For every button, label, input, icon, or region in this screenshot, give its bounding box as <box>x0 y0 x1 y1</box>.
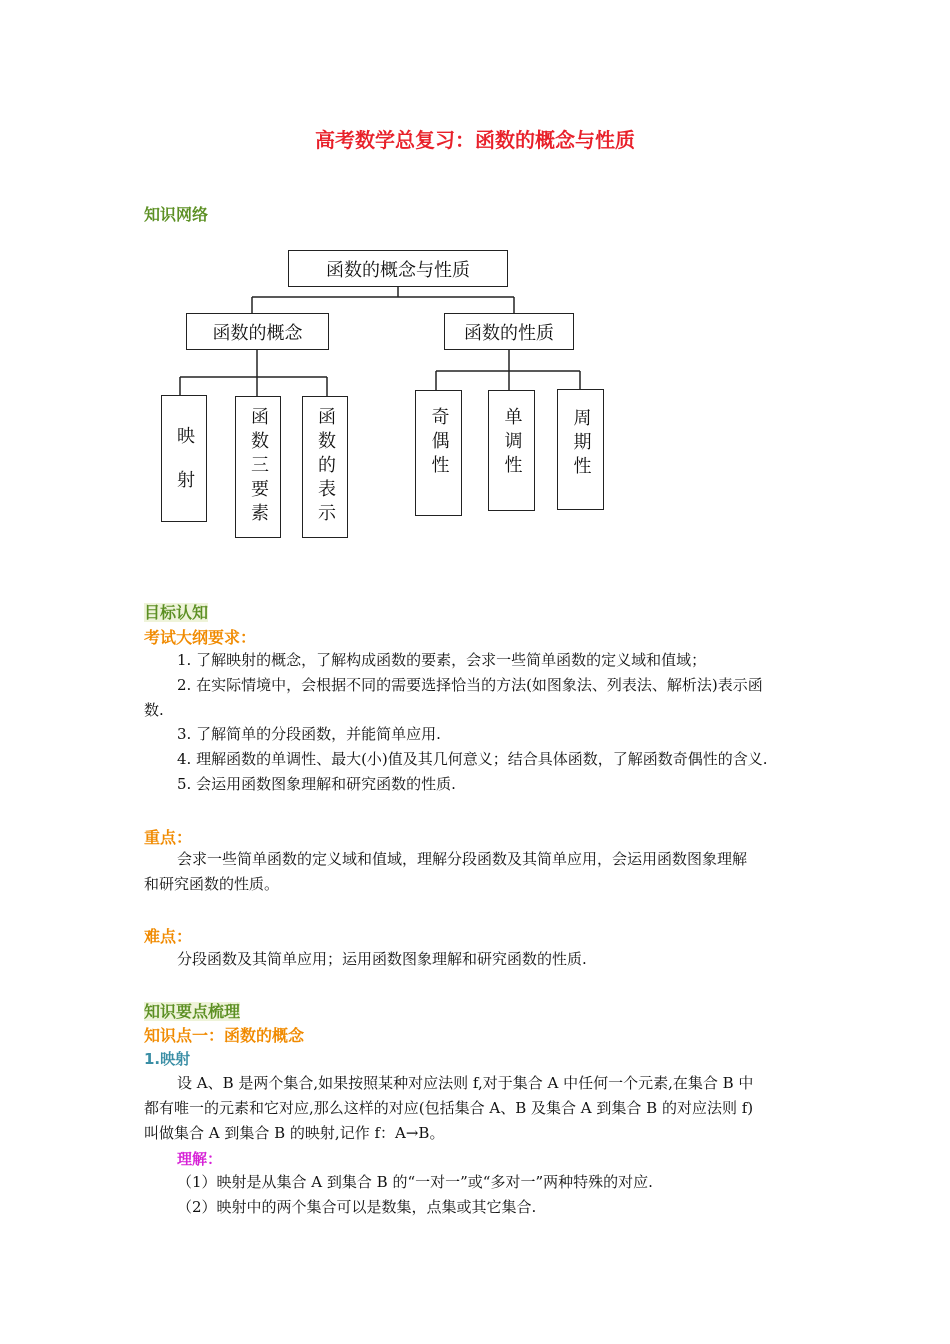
outline-item: 4. 理解函数的单调性、最大(小)值及其几何意义；结合具体函数，了解函数奇偶性的含义. <box>177 750 768 768</box>
diagram-root-box: 函数的概念与性质 <box>288 250 508 287</box>
key-text: 会求一些简单函数的定义域和值域，理解分段函数及其简单应用，会运用函数图象理解 <box>177 850 748 868</box>
diagram-concept-box: 函数的概念 <box>186 313 329 350</box>
outline-item: 1. 了解映射的概念，了解构成函数的要素，会求一些简单函数的定义域和值域； <box>177 651 707 669</box>
subsection-mapping: 1.映射 <box>144 1050 191 1068</box>
mapping-text: 设 A、B 是两个集合,如果按照某种对应法则 f,对于集合 A 中任何一个元素,在集合 B 中 <box>177 1074 754 1092</box>
page-title: 高考数学总复习：函数的概念与性质 <box>315 128 635 152</box>
outline-item-continued: 数. <box>144 701 164 719</box>
section-knowledge-points: 知识要点梳理 <box>144 1002 241 1021</box>
outline-item: 5. 会运用函数图象理解和研究函数的性质. <box>177 775 456 793</box>
understand-item: （2）映射中的两个集合可以是数集，点集或其它集合. <box>177 1198 537 1216</box>
concept-diagram <box>0 0 950 560</box>
understand-item: （1）映射是从集合 A 到集合 B 的“一对一”或“多对一”两种特殊的对应. <box>177 1173 653 1191</box>
diagram-leaf-mapping: 映射 <box>161 395 207 522</box>
section-key-points: 重点： <box>144 828 193 847</box>
section-knowledge-network: 知识网络 <box>144 205 209 224</box>
diagram-leaf-monotonicity: 单调性 <box>488 390 535 511</box>
diagram-property-box: 函数的性质 <box>444 313 574 350</box>
diagram-leaf-parity: 奇偶性 <box>415 390 462 516</box>
diagram-leaf-periodicity: 周期性 <box>557 389 604 510</box>
section-goal: 目标认知 <box>144 603 209 622</box>
diagram-leaf-three-elements: 函数三要素 <box>235 396 281 538</box>
outline-item: 3. 了解简单的分段函数，并能简单应用. <box>177 725 441 743</box>
section-difficult-points: 难点： <box>144 927 193 946</box>
key-text-continued: 和研究函数的性质。 <box>144 875 280 893</box>
section-point-one: 知识点一：函数的概念 <box>144 1026 305 1045</box>
understand-label: 理解： <box>177 1150 223 1168</box>
mapping-text-continued: 叫做集合 A 到集合 B 的映射,记作 f：A→B。 <box>144 1124 445 1142</box>
diagram-leaf-representation: 函数的表示 <box>302 396 348 538</box>
difficult-text: 分段函数及其简单应用；运用函数图象理解和研究函数的性质. <box>177 950 587 968</box>
section-outline: 考试大纲要求： <box>144 628 257 647</box>
mapping-text-continued: 都有唯一的元素和它对应,那么这样的对应(包括集合 A、B 及集合 A 到集合 B 的对应法则 f) <box>144 1099 754 1117</box>
outline-item: 2. 在实际情境中，会根据不同的需要选择恰当的方法(如图象法、列表法、解析法)表示函 <box>177 676 763 694</box>
